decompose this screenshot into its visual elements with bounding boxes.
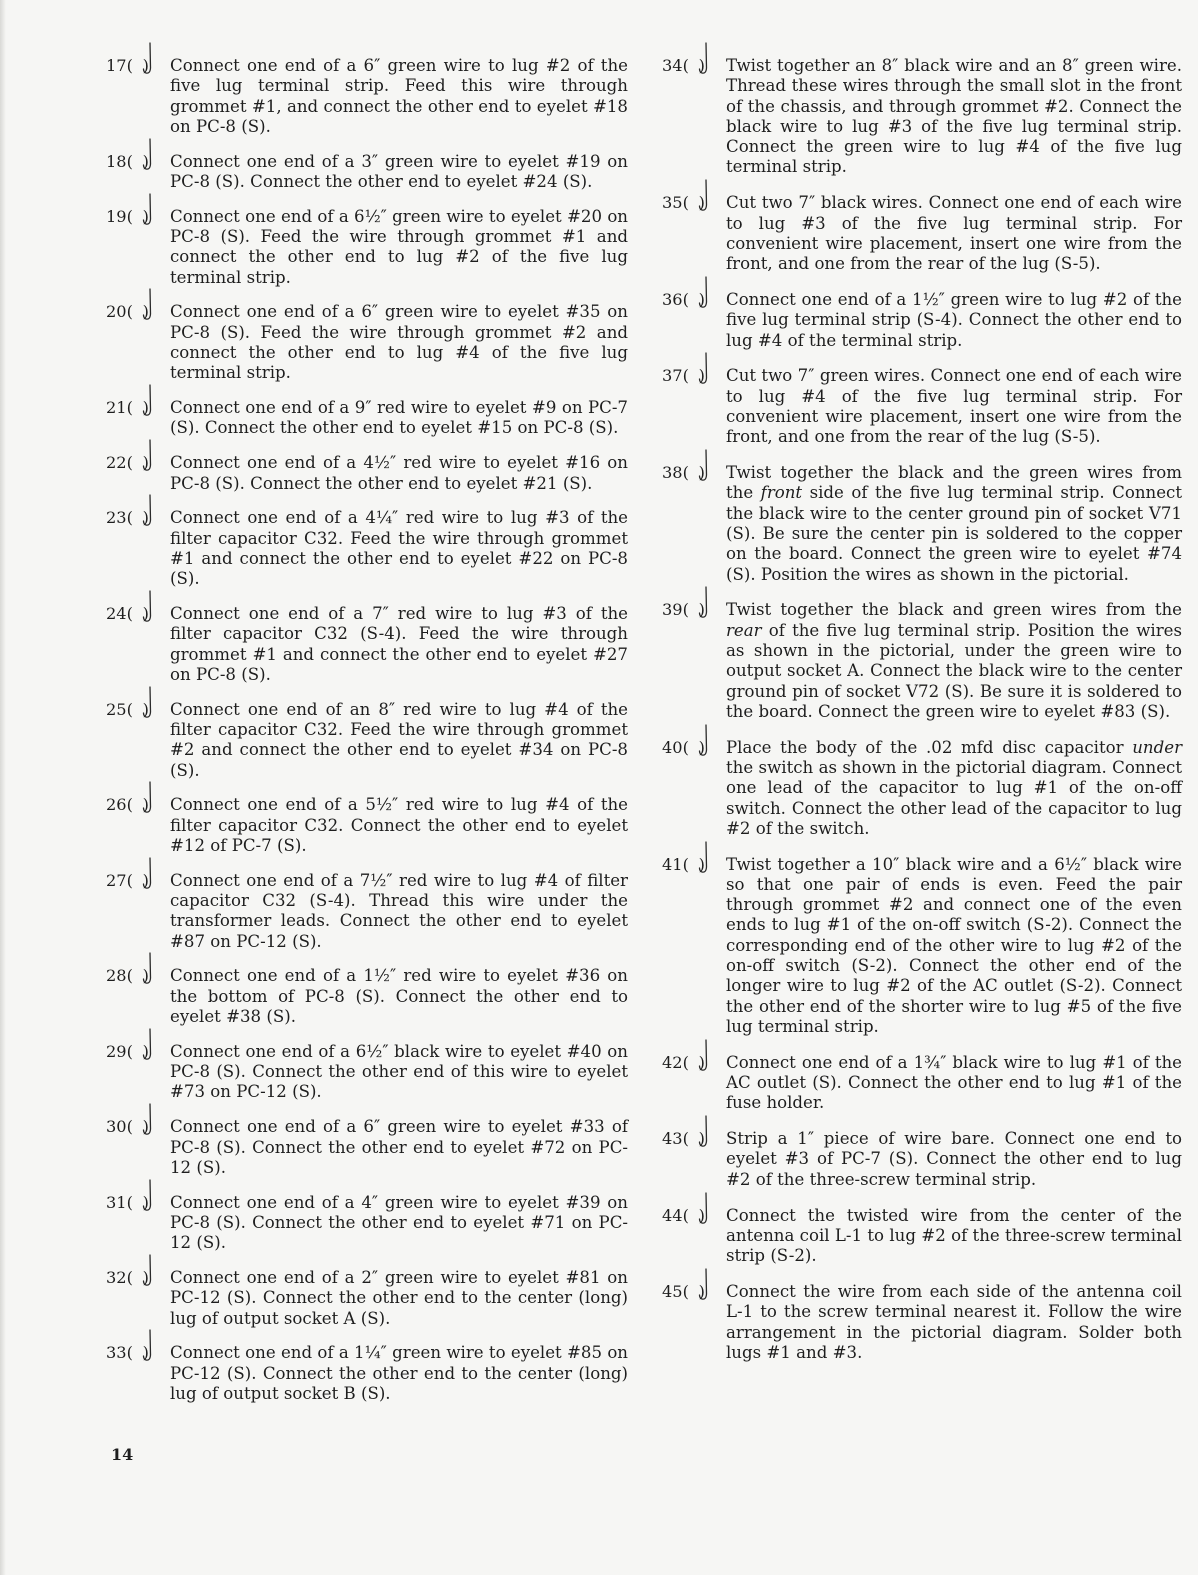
step-checkbox[interactable]: [106, 56, 170, 76]
step-checkbox[interactable]: [106, 1042, 170, 1062]
check-mark-icon: [698, 586, 710, 620]
check-mark-icon: [142, 193, 154, 227]
step-number: 18: [106, 151, 127, 171]
step-check-parentheses: ( ): [682, 600, 705, 620]
step-item: [662, 366, 1182, 447]
step-check-parentheses: ( ): [126, 508, 149, 528]
check-mark-icon: [698, 42, 710, 76]
page-number: 14: [111, 1445, 134, 1464]
step-checkbox[interactable]: [662, 290, 726, 310]
step-check-parentheses: ( ): [682, 463, 705, 483]
step-checkbox[interactable]: [106, 508, 170, 528]
step-item: [106, 398, 628, 439]
step-text: [726, 463, 1182, 585]
step-text: [170, 1193, 628, 1254]
step-text: [170, 398, 628, 439]
step-checkbox[interactable]: [662, 193, 726, 213]
check-mark-icon: [142, 590, 154, 624]
step-check-parentheses: ( ): [682, 1052, 705, 1072]
step-text-body: Strip a 1″ piece of wire bare. Connect one end to eyelet #3 of PC-7 (S). Connect the other end to lug #2 of the three-screw terminal strip.: [726, 1129, 1182, 1189]
step-number: 32: [106, 1268, 127, 1288]
check-mark-icon: [142, 952, 154, 986]
step-number: 40: [662, 737, 683, 757]
step-text-body: Connect one end of a 6″ green wire to eyelet #33 of PC-8 (S). Connect the other end to eyelet #72 on PC-12 (S).: [170, 1117, 628, 1177]
step-text: [170, 508, 628, 589]
step-number: 17: [106, 56, 127, 75]
step-checkbox[interactable]: [106, 152, 170, 172]
step-text-body: Cut two 7″ black wires. Connect one end of each wire to lug #3 of the five lug terminal strip. For convenient wire placement, insert one wire from the front, and one from the rear of the lug (S-5).: [726, 193, 1182, 274]
step-text-body: the switch as shown in the pictorial diagram. Connect one lead of the capacitor to lug #1 of the on-off switch. Connect the other lead of the capacitor to lug #2 of the switch.: [726, 757, 1182, 838]
step-checkbox[interactable]: [662, 1206, 726, 1226]
check-mark-icon: [698, 1115, 710, 1149]
check-mark-icon: [698, 1039, 710, 1073]
step-text-body: Connect one end of a 4¼″ red wire to lug #3 of the filter capacitor C32. Feed the wire through grommet #1 and connect the other end to eyelet #22 on PC-8 (S).: [170, 508, 628, 589]
step-text: [726, 1206, 1182, 1267]
step-number: 44: [662, 1205, 683, 1225]
check-mark-icon: [698, 1192, 710, 1226]
step-text: [170, 604, 628, 685]
step-item: [106, 302, 628, 383]
step-number: 29: [106, 1041, 127, 1061]
check-mark-icon: [698, 1268, 710, 1302]
check-mark-icon: [142, 42, 154, 76]
step-check-parentheses: ( ): [682, 737, 705, 757]
step-check-parentheses: ( ): [126, 206, 149, 226]
check-mark-icon: [142, 494, 154, 528]
step-number: 26: [106, 795, 127, 815]
check-mark-icon: [142, 857, 154, 891]
step-text-emphasis: front: [760, 483, 803, 503]
step-text-emphasis: rear: [726, 620, 762, 640]
check-mark-icon: [142, 1254, 154, 1288]
step-text: [170, 1042, 628, 1103]
step-item: [662, 738, 1182, 839]
step-text-body: Connect one end of a 7″ red wire to lug #3 of the filter capacitor C32 (S-4). Feed the wire through grommet #1 and connect the other end to eyelet #27 on PC-8 (S).: [170, 604, 628, 684]
step-text: [726, 1129, 1182, 1190]
step-item: [662, 1282, 1182, 1363]
step-text-emphasis: under: [1132, 737, 1182, 757]
step-checkbox[interactable]: [106, 966, 170, 986]
step-number: 45: [662, 1281, 683, 1301]
step-text-body: Connect one end of a 5½″ red wire to lug #4 of the filter capacitor C32. Connect the other end to eyelet #12 of PC-7 (S).: [170, 795, 628, 855]
check-mark-icon: [142, 138, 154, 172]
step-check-parentheses: ( ): [682, 289, 705, 309]
step-checkbox[interactable]: [106, 795, 170, 815]
step-item: [662, 1053, 1182, 1114]
check-mark-icon: [698, 179, 710, 213]
check-mark-icon: [698, 352, 710, 386]
step-text: [170, 1343, 628, 1404]
step-number: 35: [662, 193, 683, 213]
step-checkbox[interactable]: [106, 302, 170, 322]
step-checkbox[interactable]: [106, 453, 170, 473]
left-column: [106, 56, 628, 1419]
step-item: [106, 871, 628, 952]
step-text-body: Twist together the black and the green wires from the: [726, 463, 1182, 503]
check-mark-icon: [142, 288, 154, 322]
step-number: 23: [106, 508, 127, 528]
step-checkbox[interactable]: [662, 738, 726, 758]
step-text-body: Connect one end of a 3″ green wire to eyelet #19 on PC-8 (S). Connect the other end to eyelet #24 (S).: [170, 151, 628, 191]
check-mark-icon: [698, 276, 710, 310]
step-text: [170, 453, 628, 494]
check-mark-icon: [142, 1179, 154, 1213]
step-text: [726, 855, 1182, 1038]
check-mark-icon: [142, 686, 154, 720]
step-check-parentheses: ( ): [682, 854, 705, 874]
step-item: [106, 1117, 628, 1178]
step-text-body: Connect one end of a 1¼″ green wire to eyelet #85 on PC-12 (S). Connect the other end to the center (long) lug of output socket B (S).: [170, 1343, 628, 1404]
step-check-parentheses: ( ): [682, 56, 705, 75]
step-item: [106, 56, 628, 137]
step-check-parentheses: ( ): [126, 1343, 149, 1363]
check-mark-icon: [142, 439, 154, 473]
step-text: [726, 56, 1182, 178]
check-mark-icon: [142, 384, 154, 418]
step-checkbox[interactable]: [662, 1129, 726, 1149]
step-number: 39: [662, 600, 683, 620]
step-number: 22: [106, 453, 127, 473]
step-number: 34: [662, 56, 683, 75]
step-checkbox[interactable]: [106, 700, 170, 720]
step-check-parentheses: ( ): [682, 193, 705, 213]
step-item: [106, 1193, 628, 1254]
step-checkbox[interactable]: [106, 207, 170, 227]
step-text-body: of the five lug terminal strip. Position the wires as shown in the pictorial, under the green wire to output socket A. Connect the black wire to the center ground pin of socket V72 (S). Be sure it is soldered to the board. Connect the green wire to eyelet #83 (S).: [726, 620, 1182, 721]
step-text-body: Connect one end of a 4½″ red wire to eyelet #16 on PC-8 (S). Connect the other end to eyelet #21 (S).: [170, 453, 628, 493]
step-item: [662, 600, 1182, 722]
step-text: [726, 1053, 1182, 1114]
step-text: [726, 738, 1182, 839]
step-check-parentheses: ( ): [126, 699, 149, 719]
step-text-body: Connect one end of a 1½″ red wire to eyelet #36 on the bottom of PC-8 (S). Connect the other end to eyelet #38 (S).: [170, 966, 628, 1027]
step-text-body: Connect one end of a 1½″ green wire to lug #2 of the five lug terminal strip (S-4). Connect the other end to lug #4 of the terminal strip.: [726, 289, 1182, 350]
step-check-parentheses: ( ): [126, 1268, 149, 1288]
step-check-parentheses: ( ): [126, 870, 149, 890]
step-checkbox[interactable]: [662, 855, 726, 875]
step-checkbox[interactable]: [662, 1282, 726, 1302]
step-item: [662, 1206, 1182, 1267]
check-mark-icon: [698, 841, 710, 875]
step-text: [726, 1282, 1182, 1363]
step-text: [170, 871, 628, 952]
step-item: [106, 700, 628, 781]
step-text-body: Cut two 7″ green wires. Connect one end of each wire to lug #4 of the five lug terminal strip. For convenient wire placement, insert one wire from the front, and one from the rear of the lug (S-5).: [726, 366, 1182, 447]
page-edge-shadow: [0, 0, 6, 1575]
step-check-parentheses: ( ): [126, 151, 149, 171]
step-check-parentheses: ( ): [682, 1129, 705, 1149]
step-checkbox[interactable]: [106, 1193, 170, 1213]
step-number: 28: [106, 966, 127, 986]
step-number: 30: [106, 1117, 127, 1137]
step-checkbox[interactable]: [106, 604, 170, 624]
step-text-body: Connect one end of a 6″ green wire to eyelet #35 on PC-8 (S). Feed the wire through grommet #2 and connect the other end to lug #4 of the five lug terminal strip.: [170, 302, 628, 383]
step-check-parentheses: ( ): [682, 366, 705, 386]
step-text: [170, 56, 628, 137]
step-number: 33: [106, 1343, 127, 1363]
step-text: [170, 1117, 628, 1178]
step-item: [662, 463, 1182, 585]
step-number: 36: [662, 289, 683, 309]
step-text-body: Connect one end of a 7½″ red wire to lug #4 of filter capacitor C32 (S-4). Thread this wire under the transformer leads. Connect the other end to eyelet #87 on PC-12 (S).: [170, 870, 628, 951]
step-item: [106, 453, 628, 494]
step-number: 21: [106, 398, 127, 418]
step-item: [106, 152, 628, 193]
step-check-parentheses: ( ): [126, 302, 149, 322]
step-checkbox[interactable]: [106, 871, 170, 891]
step-item: [106, 1268, 628, 1329]
step-text-body: Connect one end of an 8″ red wire to lug #4 of the filter capacitor C32. Feed the wire through grommet #2 and connect the other end to eyelet #34 on PC-8 (S).: [170, 699, 628, 780]
step-check-parentheses: ( ): [126, 966, 149, 986]
step-item: [106, 966, 628, 1027]
step-item: [662, 56, 1182, 178]
step-checkbox[interactable]: [662, 56, 726, 76]
step-number: 25: [106, 699, 127, 719]
step-item: [662, 1129, 1182, 1190]
step-checkbox[interactable]: [106, 1117, 170, 1137]
step-text: [170, 207, 628, 288]
step-check-parentheses: ( ): [126, 795, 149, 815]
check-mark-icon: [142, 1103, 154, 1137]
step-check-parentheses: ( ): [126, 56, 149, 75]
step-text-body: Connect one end of a 2″ green wire to eyelet #81 on PC-12 (S). Connect the other end to the center (long) lug of output socket A (S).: [170, 1268, 628, 1328]
step-text-body: Place the body of the .02 mfd disc capacitor: [726, 737, 1133, 757]
step-item: [662, 855, 1182, 1038]
step-text: [170, 700, 628, 781]
step-text-body: Connect one end of a 4″ green wire to eyelet #39 on PC-8 (S). Connect the other end to eyelet #71 on PC-12 (S).: [170, 1192, 628, 1253]
step-number: 41: [662, 854, 683, 874]
step-checkbox[interactable]: [106, 1268, 170, 1288]
step-checkbox[interactable]: [662, 600, 726, 620]
step-text-body: Connect one end of a 6½″ green wire to eyelet #20 on PC-8 (S). Feed the wire through grommet #1 and connect the other end to lug #2 of the five lug terminal strip.: [170, 206, 628, 287]
step-checkbox[interactable]: [106, 398, 170, 418]
step-check-parentheses: ( ): [126, 1192, 149, 1212]
step-text-body: Connect the wire from each side of the antenna coil L-1 to the screw terminal nearest it. Follow the wire arrangement in the pictorial diagram. Solder both lugs #1 and #3.: [726, 1281, 1182, 1362]
step-item: [106, 1042, 628, 1103]
step-text: [726, 600, 1182, 722]
step-text: [726, 290, 1182, 351]
step-checkbox[interactable]: [662, 463, 726, 483]
step-item: [106, 508, 628, 589]
step-number: 37: [662, 366, 683, 386]
step-item: [662, 193, 1182, 274]
step-checkbox[interactable]: [662, 366, 726, 386]
step-number: 42: [662, 1052, 683, 1072]
step-text-body: Twist together an 8″ black wire and an 8″ green wire. Thread these wires through the small slot in the front of the chassis, and through grommet #2. Connect the black wire to lug #3 of the five lug terminal strip. Connect the green wire to lug #4 of the five lug terminal strip.: [726, 56, 1182, 177]
step-text-body: side of the five lug terminal strip. Connect the black wire to the center ground pin of socket V71 (S). Be sure the center pin is soldered to the copper on the board. Connect the green wire to eyelet #74 (S). Position the wires as shown in the pictorial.: [726, 483, 1182, 584]
check-mark-icon: [142, 1028, 154, 1062]
step-text: [170, 302, 628, 383]
step-text: [170, 795, 628, 856]
step-text: [170, 966, 628, 1027]
check-mark-icon: [142, 781, 154, 815]
check-mark-icon: [698, 724, 710, 758]
step-text-body: Connect one end of a 1¾″ black wire to lug #1 of the AC outlet (S). Connect the other end to lug #1 of the fuse holder.: [726, 1052, 1182, 1113]
step-check-parentheses: ( ): [682, 1205, 705, 1225]
step-check-parentheses: ( ): [126, 453, 149, 473]
step-check-parentheses: ( ): [126, 398, 149, 418]
step-text-body: Connect one end of a 9″ red wire to eyelet #9 on PC-7 (S). Connect the other end to eyelet #15 on PC-8 (S).: [170, 398, 628, 438]
step-text-body: Connect one end of a 6″ green wire to lug #2 of the five lug terminal strip. Feed this wire through grommet #1, and connect the other end to eyelet #18 on PC-8 (S).: [170, 56, 628, 136]
step-item: [106, 604, 628, 685]
step-checkbox[interactable]: [106, 1343, 170, 1363]
step-number: 43: [662, 1129, 683, 1149]
step-text: [726, 193, 1182, 274]
step-number: 27: [106, 870, 127, 890]
step-checkbox[interactable]: [662, 1053, 726, 1073]
step-text: [170, 1268, 628, 1329]
step-text-body: Connect the twisted wire from the center of the antenna coil L-1 to lug #2 of the three-screw terminal strip (S-2).: [726, 1205, 1182, 1266]
step-item: [106, 207, 628, 288]
step-text: [726, 366, 1182, 447]
step-number: 24: [106, 604, 127, 624]
step-check-parentheses: ( ): [126, 1041, 149, 1061]
step-item: [106, 795, 628, 856]
step-text-body: Twist together a 10″ black wire and a 6½″ black wire so that one pair of ends is even. Feed the pair through grommet #2 and connect one of the even ends to lug #1 of the on-off switch (S-2). Connect the corresponding end of the other wire to lug #2 of the on-off switch (S-2). Connect the other end of the longer wire to lug #2 of the AC outlet (S-2). Connect the other end of the shorter wire to lug #5 of the five lug terminal strip.: [726, 854, 1182, 1036]
step-number: 38: [662, 463, 683, 483]
step-text-body: Connect one end of a 6½″ black wire to eyelet #40 on PC-8 (S). Connect the other end of this wire to eyelet #73 on PC-12 (S).: [170, 1041, 628, 1102]
check-mark-icon: [142, 1329, 154, 1363]
step-text: [170, 152, 628, 193]
step-number: 20: [106, 302, 127, 322]
step-number: 19: [106, 206, 127, 226]
step-item: [106, 1343, 628, 1404]
right-column: [662, 56, 1182, 1379]
step-number: 31: [106, 1192, 127, 1212]
step-check-parentheses: ( ): [126, 1117, 149, 1137]
check-mark-icon: [698, 449, 710, 483]
step-item: [662, 290, 1182, 351]
step-check-parentheses: ( ): [682, 1281, 705, 1301]
step-check-parentheses: ( ): [126, 604, 149, 624]
step-text-body: Twist together the black and green wires from the: [726, 600, 1182, 620]
